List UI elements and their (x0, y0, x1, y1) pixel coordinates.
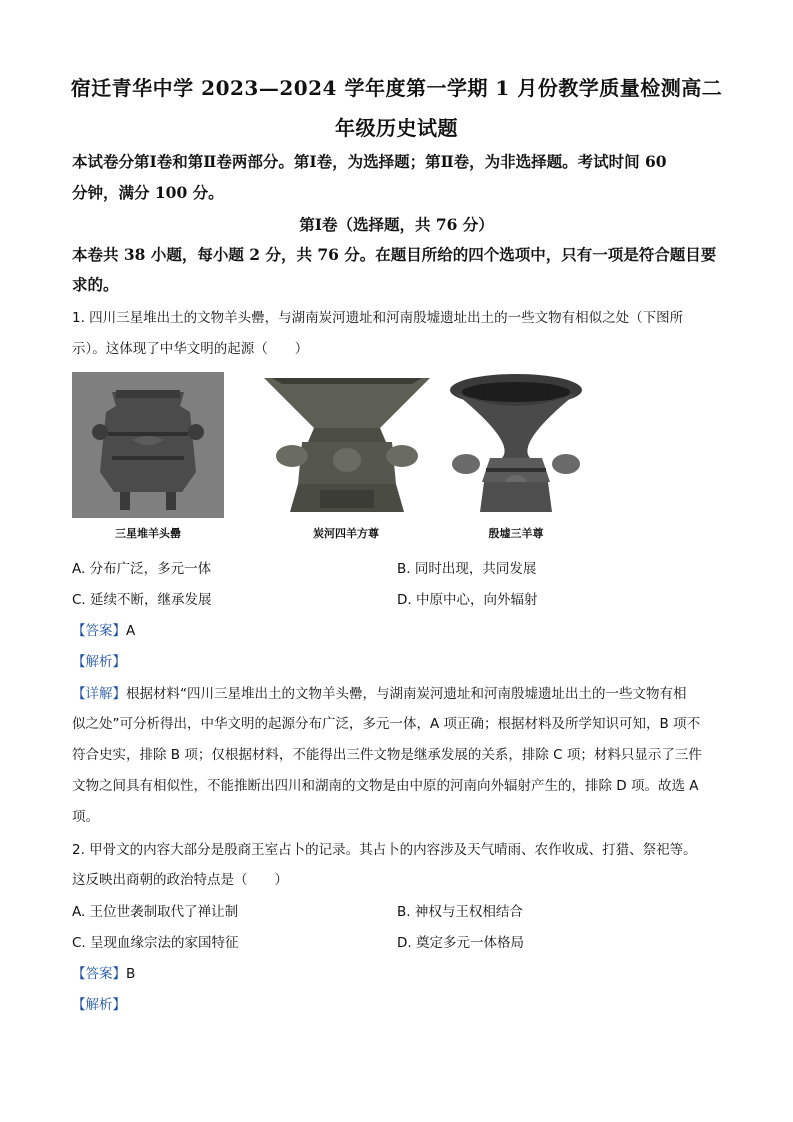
q2-analysis-tag: 【解析】 (72, 997, 126, 1013)
exam-title-line1: 宿迁青华中学 2023—2024 学年度第一学期 1 月份教学质量检测高二 (70, 76, 723, 100)
q1-detail-line2: 似之处”可分析得出，中华文明的起源分布广泛，多元一体，A 项正确；根据材料及所学知识可知，B 项不 (72, 716, 701, 732)
q1-option-b[interactable]: B. 同时出现，共同发展 (397, 561, 537, 577)
section-instruction-line1: 本卷共 38 小题，每小题 2 分，共 76 分。在题目所给的四个选项中，只有一项是符合题目要 (72, 245, 717, 264)
q1-answer (72, 619, 135, 639)
q1-detail-line3: 符合史实，排除 B 项；仅根据材料，不能得出三件文物是继承发展的关系，排除 C 项；材料只显示了三件 (72, 747, 702, 763)
section-instruction-line2: 求的。 (72, 275, 119, 294)
caption-four-ram-zun: 炭河四羊方尊 (313, 527, 379, 540)
q2-option-b[interactable]: B. 神权与王权相结合 (397, 904, 523, 920)
q2-option-a[interactable]: A. 王位世袭制取代了禅让制 (72, 904, 239, 920)
three-ram-zun-image (446, 372, 598, 518)
q1-detail-line1 (72, 682, 687, 702)
q1-option-a[interactable]: A. 分布广泛，多元一体 (72, 561, 212, 577)
q1-analysis-tag: 【解析】 (72, 654, 126, 670)
section-heading: 第Ⅰ卷（选择题，共 76 分） (299, 215, 494, 234)
answer-value: A (126, 623, 136, 639)
q2-option-c[interactable]: C. 呈现血缘宗法的家国特征 (72, 935, 239, 951)
q1-detail-line4: 文物之间具有相似性，不能推断出四川和湖南的文物是由中原的河南向外辐射产生的，排除 D 项。故选 A (72, 778, 699, 794)
exam-title-line2: 年级历史试题 (335, 116, 458, 140)
answer-tag: 【答案】 (72, 623, 126, 639)
q2-stem-line1: 2. 甲骨文的内容大部分是殷商王室占卜的记录。其占卜的内容涉及天气晴雨、农作收成、打猎、祭祀等。 (72, 842, 697, 858)
q2-answer (72, 962, 135, 982)
four-ram-zun-image (262, 372, 414, 518)
q1-stem-line2: 示）。这体现了中华文明的起源（ ） (72, 341, 309, 357)
detail-tag: 【详解】 (72, 686, 126, 702)
sanxingdui-vessel-image (72, 372, 224, 518)
q1-option-d[interactable]: D. 中原中心，向外辐射 (397, 592, 538, 608)
answer-value: B (126, 966, 136, 982)
intro-line1: 本试卷分第Ⅰ卷和第Ⅱ卷两部分。第Ⅰ卷，为选择题；第Ⅱ卷，为非选择题。考试时间 60 (72, 152, 667, 171)
answer-tag: 【答案】 (72, 966, 126, 982)
q2-option-d[interactable]: D. 奠定多元一体格局 (397, 935, 524, 951)
q1-detail-line5: 项。 (72, 809, 99, 825)
caption-sanxingdui: 三星堆羊头罍 (115, 527, 181, 540)
intro-line2: 分钟，满分 100 分。 (72, 183, 224, 202)
q2-stem-line2: 这反映出商朝的政治特点是（ ） (72, 872, 288, 888)
caption-three-ram-zun: 殷墟三羊尊 (488, 527, 544, 540)
q1-option-c[interactable]: C. 延续不断，继承发展 (72, 592, 212, 608)
q1-stem-line1: 1. 四川三星堆出土的文物羊头罍，与湖南炭河遗址和河南殷墟遗址出土的一些文物有相似之处（下图所 (72, 310, 684, 326)
detail-text: 根据材料“四川三星堆出土的文物羊头罍，与湖南炭河遗址和河南殷墟遗址出土的一些文物有相 (126, 686, 687, 702)
